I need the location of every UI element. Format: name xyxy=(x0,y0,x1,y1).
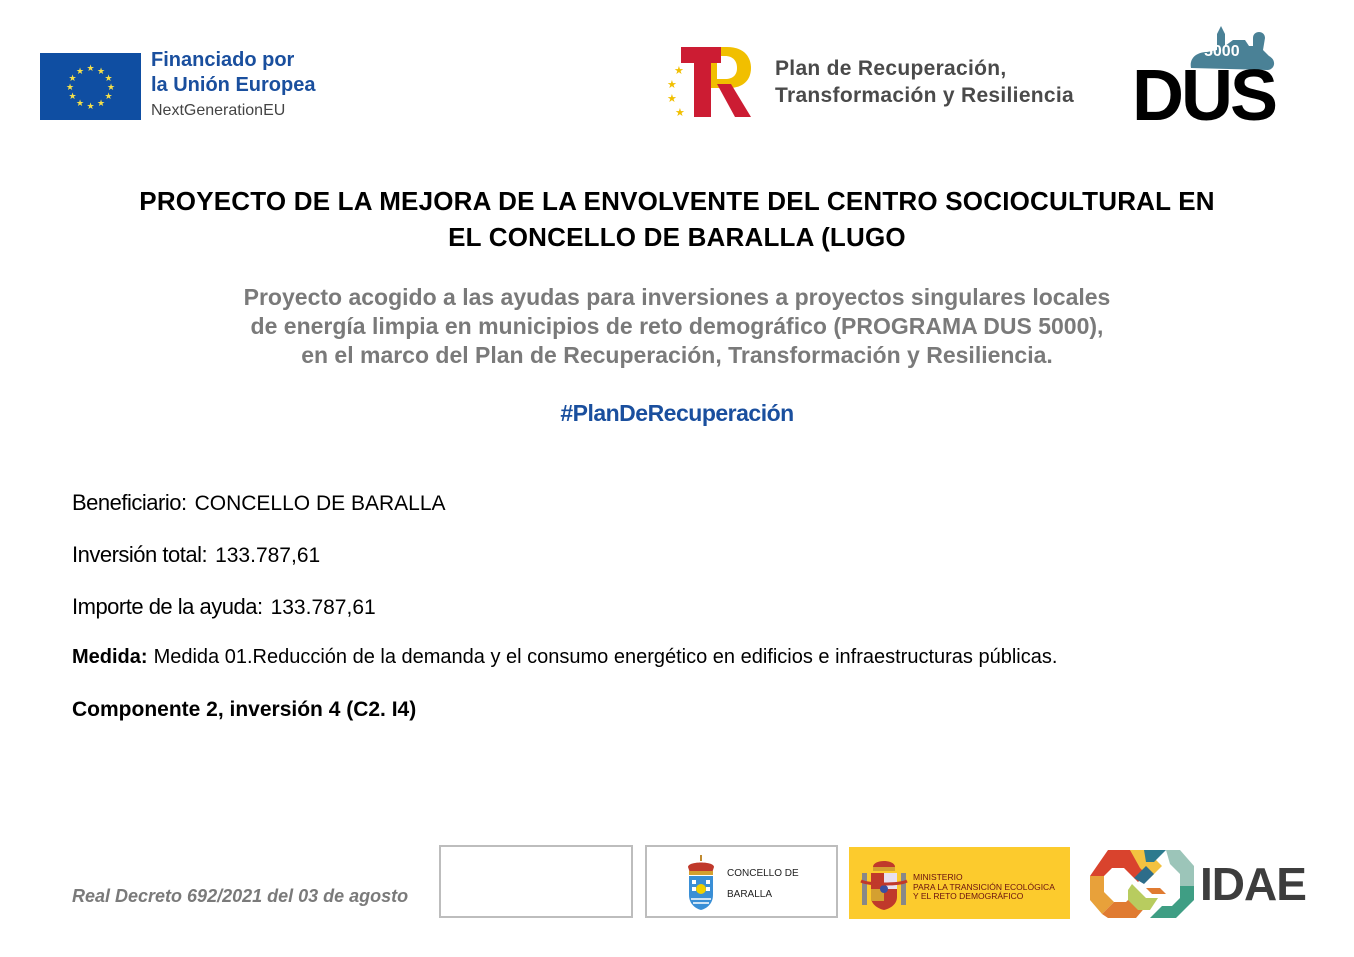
prtr-text-line2: Transformación y Resiliencia xyxy=(775,84,1075,107)
project-details xyxy=(72,490,1057,738)
empty-logo-slot xyxy=(439,845,633,918)
beneficiario-value: CONCELLO DE BARALLA xyxy=(194,492,446,515)
svg-text:★: ★ xyxy=(96,98,106,109)
hashtag: #PlanDeRecuperación xyxy=(560,400,794,426)
svg-text:★: ★ xyxy=(65,82,75,93)
svg-text:★: ★ xyxy=(86,101,95,112)
ministerio-line2: PARA LA TRANSICIÓN ECOLÓGICA xyxy=(913,881,1055,892)
svg-text:★: ★ xyxy=(68,91,77,102)
ministerio-logo xyxy=(849,847,1070,919)
svg-text:★: ★ xyxy=(75,66,85,77)
eu-text-line3: NextGenerationEU xyxy=(151,102,286,119)
idae-wordmark: IDAE xyxy=(1200,858,1306,910)
medida-label: Medida: xyxy=(72,646,148,668)
svg-text:★: ★ xyxy=(106,82,116,93)
svg-text:★: ★ xyxy=(675,106,685,119)
svg-text:★: ★ xyxy=(75,98,85,109)
eu-funding-logo xyxy=(40,48,315,124)
eu-text-line1: Financiado por xyxy=(151,49,295,71)
concello-baralla-logo xyxy=(645,845,838,918)
svg-text:★: ★ xyxy=(104,91,113,102)
eu-text-line2: la Unión Europea xyxy=(151,74,316,96)
inversion-total-row xyxy=(72,542,1057,594)
svg-text:★: ★ xyxy=(86,63,95,74)
title-line2: EL CONCELLO DE BARALLA (LUGO xyxy=(448,222,906,252)
ministerio-line1: MINISTERIO xyxy=(913,872,963,882)
ministerio-line3: Y EL RETO DEMOGRÁFICO xyxy=(913,891,1024,901)
svg-text:★: ★ xyxy=(96,66,106,77)
idae-logo xyxy=(1088,848,1306,920)
importe-ayuda-row xyxy=(72,594,1057,646)
prtr-text-line1: Plan de Recuperación, xyxy=(775,57,1007,80)
concello-line2: BARALLA xyxy=(727,889,773,900)
importe-ayuda-value: 133.787,61 xyxy=(270,596,376,619)
subtitle-line3: en el marco del Plan de Recuperación, Transformación y Resiliencia. xyxy=(301,342,1053,368)
page-title xyxy=(40,183,1314,255)
svg-text:★: ★ xyxy=(68,73,77,84)
inversion-total-value: 133.787,61 xyxy=(215,544,321,567)
inversion-total-label: Inversión total: xyxy=(72,542,208,567)
tr-logo-icon xyxy=(665,44,755,120)
svg-text:★: ★ xyxy=(674,64,684,77)
componente-text: Componente 2, inversión 4 (C2. I4) xyxy=(72,698,417,721)
eu-flag-icon xyxy=(40,53,141,120)
importe-ayuda-label: Importe de la ayuda: xyxy=(72,594,263,619)
medida-row xyxy=(72,646,1057,698)
spain-coat-of-arms-icon xyxy=(859,855,909,913)
decree-text: Real Decreto 692/2021 del 03 de agosto xyxy=(72,886,409,906)
beneficiario-label: Beneficiario: xyxy=(72,490,187,515)
beneficiario-row xyxy=(72,490,1057,542)
idae-interlaced-icon xyxy=(1088,848,1196,920)
dus-wordmark: DUS xyxy=(1132,56,1276,136)
dus-5000-logo xyxy=(1132,20,1282,136)
dus-badge-number: 5000 xyxy=(1204,43,1240,60)
svg-text:★: ★ xyxy=(667,78,677,91)
concello-line1: CONCELLO DE xyxy=(727,868,799,879)
svg-text:★: ★ xyxy=(104,73,113,84)
svg-text:★: ★ xyxy=(667,92,677,105)
title-line1: PROYECTO DE LA MEJORA DE LA ENVOLVENTE DEL CENTRO SOCIOCULTURAL EN xyxy=(139,186,1215,216)
medida-value: Medida 01.Reducción de la demanda y el consumo energético en edificios e infraestructuras públicas. xyxy=(153,646,1058,668)
coat-of-arms-icon xyxy=(685,855,717,911)
subtitle xyxy=(80,283,1274,370)
prtr-logo xyxy=(665,44,1074,120)
subtitle-line1: Proyecto acogido a las ayudas para inversiones a proyectos singulares locales xyxy=(243,284,1111,310)
subtitle-line2: de energía limpia en municipios de reto demográfico (PROGRAMA DUS 5000), xyxy=(250,313,1104,339)
